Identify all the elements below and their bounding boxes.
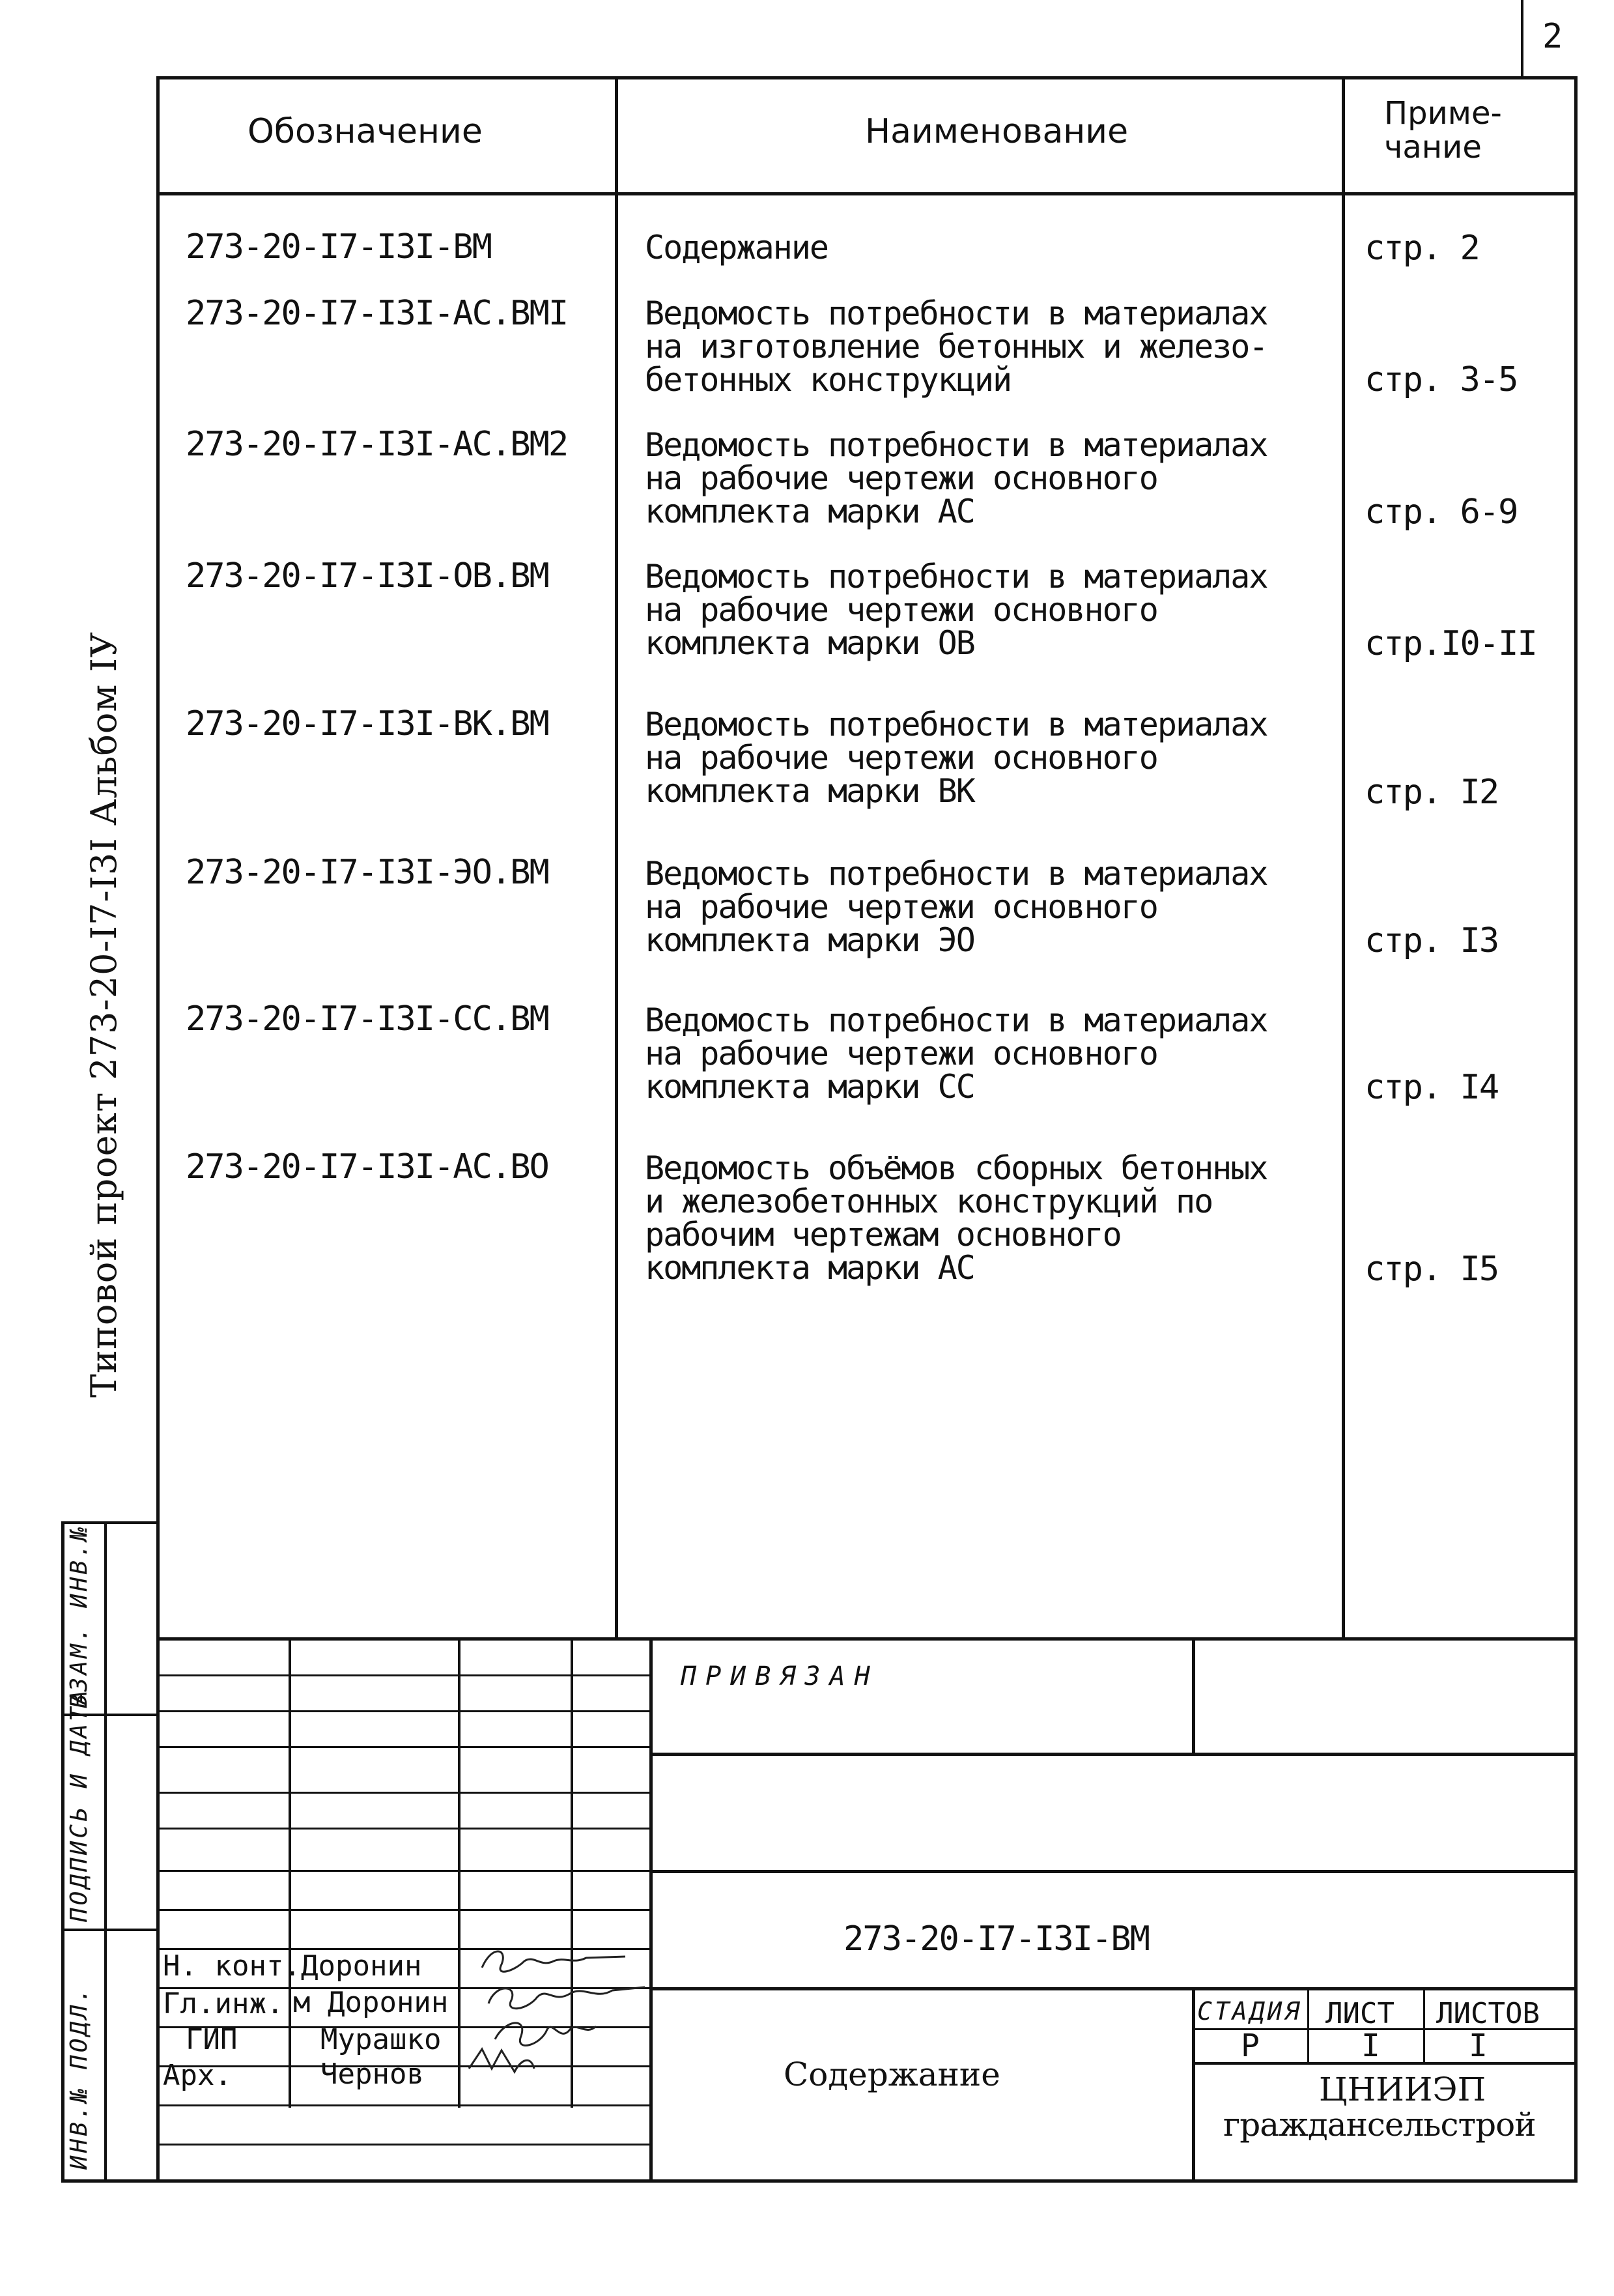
row-name: Ведомость потребности в материалах на рабочие чертежи основного комплекта марки ОВ: [645, 558, 1267, 662]
row-code: 273-20-I7-I3I-ЭО.ВМ: [186, 853, 548, 892]
page-number: 2: [1542, 17, 1563, 56]
row-note: стр. I4: [1365, 1068, 1499, 1107]
role-gip: ГИП: [186, 2023, 238, 2056]
privyazan-label: ПРИВЯЗАН: [681, 1661, 879, 1691]
header-divider: [156, 192, 1578, 195]
row-name: Ведомость потребности в материалах на рабочие чертежи основного комплекта марки СС: [645, 1001, 1267, 1106]
row-code: 273-20-I7-I3I-АС.ВО: [186, 1147, 548, 1186]
signatures-image: [456, 1938, 664, 2088]
signature-3: [495, 2023, 596, 2046]
row-note: стр. 3-5: [1365, 360, 1518, 399]
header-name: Наименование: [865, 112, 1129, 151]
org-line1: ЦНИИЭП: [1319, 2071, 1486, 2108]
row-code: 273-20-I7-I3I-АС.ВМI: [186, 294, 568, 333]
col-divider-2: [1342, 76, 1345, 1640]
row-note: стр. I3: [1365, 921, 1499, 960]
signature-4: [469, 2049, 534, 2072]
row-note: стр. 6-9: [1365, 493, 1518, 532]
name-doronin-1: Доронин: [301, 1949, 422, 1983]
header-note: Приме- чание: [1384, 95, 1502, 165]
role-nkont: Н. конт.: [163, 1949, 301, 1983]
frame-top: [156, 76, 1578, 79]
role-glinzh: Гл.инж.: [163, 1987, 284, 2020]
frame-left: [156, 76, 160, 1531]
name-doronin-2: м Доронин: [293, 1986, 449, 2019]
signature-2: [488, 1987, 645, 2009]
col-divider-1: [615, 76, 618, 1640]
doc-title: Содержание: [784, 2056, 1000, 2093]
stamp-vzam: ВЗАМ. ИНВ.№: [66, 1524, 92, 1708]
row-name: Ведомость потребности в материалах на рабочие чертежи основного комплекта марки ВК: [645, 706, 1267, 810]
row-note: стр.I0-II: [1365, 624, 1536, 663]
row-name: Ведомость потребности в материалах на рабочие чертежи основного комплекта марки ЭО: [645, 855, 1267, 959]
row-note: стр. I5: [1365, 1250, 1499, 1289]
side-label: Типовой проект 273-20-I7-I3I Альбом IУ: [83, 631, 124, 1398]
org-line2: граждансельстрой: [1223, 2106, 1536, 2144]
sheet-value: I: [1361, 2028, 1380, 2064]
row-code: 273-20-I7-I3I-ВМ: [186, 227, 491, 266]
sheet-label: ЛИСТ: [1325, 1997, 1395, 2030]
stamp-podpis: ПОДПИСЬ И ДАТА: [66, 1687, 92, 1922]
row-code: 273-20-I7-I3I-ВК.ВМ: [186, 704, 548, 743]
doc-code: 273-20-I7-I3I-ВМ: [843, 1919, 1149, 1959]
frame-bottom: [61, 2179, 1578, 2183]
stamp-inv: ИНВ.№ ПОДЛ.: [66, 1985, 92, 2170]
row-note: стр. 2: [1365, 229, 1479, 268]
row-code: 273-20-I7-I3I-СС.ВМ: [186, 999, 548, 1039]
row-name: Ведомость потребности в материалах на рабочие чертежи основного комплекта марки АС: [645, 426, 1267, 530]
row-name: Содержание: [645, 229, 828, 266]
row-note: стр. I2: [1365, 773, 1499, 812]
stage-value: Р: [1241, 2028, 1260, 2064]
row-code: 273-20-I7-I3I-ОВ.ВМ: [186, 556, 548, 596]
name-murashko: Мурашко: [320, 2023, 442, 2056]
sheets-label: ЛИСТОВ: [1436, 1997, 1540, 2030]
row-code: 273-20-I7-I3I-АС.ВМ2: [186, 425, 568, 464]
sheets-value: I: [1469, 2028, 1488, 2064]
role-arh: Арх.: [163, 2059, 232, 2092]
name-chernov: Чернов: [320, 2058, 424, 2091]
row-name: Ведомость потребности в материалах на изготовление бетонных и железо- бетонных конструкций: [645, 294, 1267, 399]
row-name: Ведомость объёмов сборных бетонных и железобетонных конструкций по рабочим чертежам основного комплекта марки АС: [645, 1149, 1267, 1287]
header-designation: Обозначение: [248, 112, 483, 151]
stage-label: СТАДИЯ: [1197, 1997, 1303, 2026]
signature-1: [482, 1951, 625, 1972]
frame-right: [1574, 76, 1578, 2183]
